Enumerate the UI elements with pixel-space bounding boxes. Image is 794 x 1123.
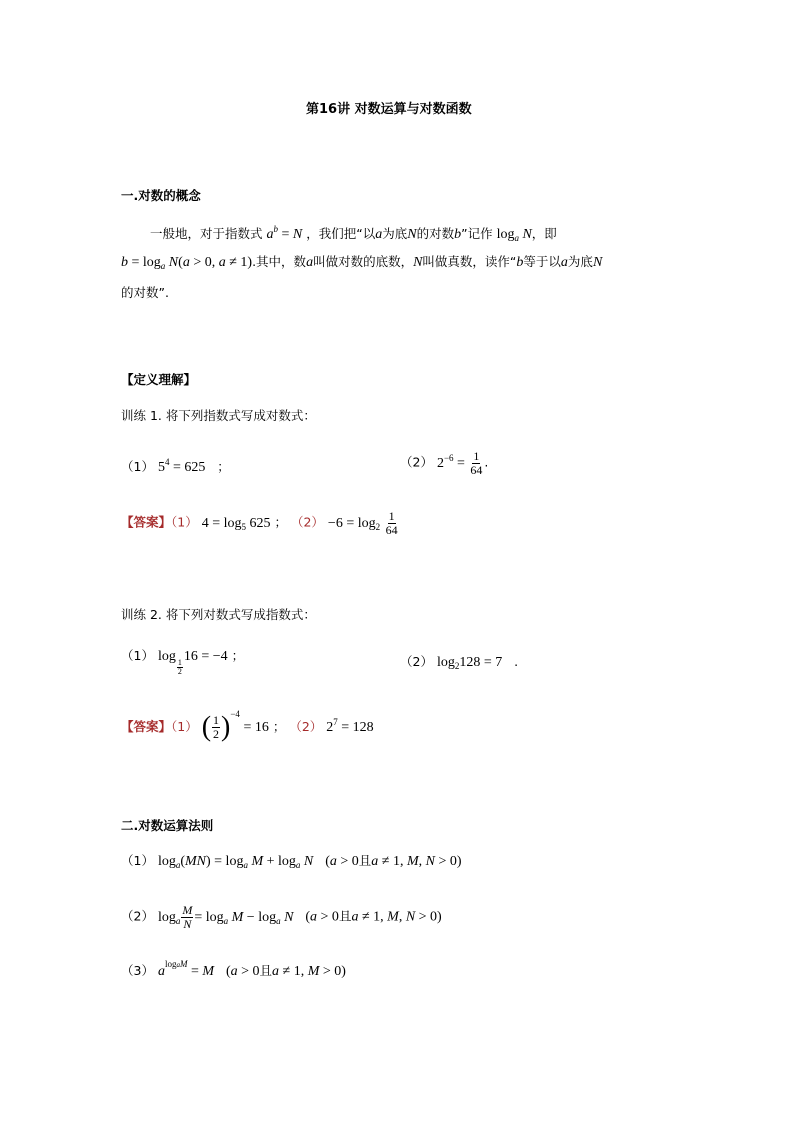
definition-heading: 【定义理解】 bbox=[121, 372, 197, 387]
training-2-answer: 【答案】（1） ( $\frac{1}{2}$ )$^{-4}$ = 16 ； （2） $2^7 = 128$ bbox=[121, 709, 374, 743]
answer-tag: 【答案】 bbox=[121, 719, 172, 734]
rule-2: （2） $\log_a$ $\frac{M}{N}$ = $\log_a M - \log_a N$ (a > 0且a ≠ 1, M, N > 0) bbox=[121, 903, 442, 931]
training-2-item-1: （1） log $_{\frac{1}{2}}$ 16 = −4 ； bbox=[121, 648, 245, 677]
section-heading-2: 二.对数运算法则 bbox=[121, 818, 214, 833]
rule-1: （1） $\log_a(MN) = \log_a M + \log_a N$ (a > 0且a ≠ 1, M, N > 0) bbox=[121, 853, 462, 870]
training-1-label: 训练 1. 将下列指数式写成对数式： bbox=[121, 408, 316, 423]
page-title: 第16讲 对数运算与对数函数 bbox=[306, 102, 472, 117]
paragraph-line-2: $b = \log_a N(a > 0$, a ≠ 1).其中，数a叫做对数的底数，N叫做真数，读作“b等于以a为底N bbox=[121, 254, 603, 271]
training-1-item-2: （2） $2^{-6}$ = $\frac{1}{64}$ . bbox=[400, 449, 489, 477]
answer-tag: 【答案】 bbox=[121, 514, 172, 530]
paragraph-line-1: 一般地，对于指数式 $a^b = N$ ，我们把“以a为底N的对数b”记作 $\log_a N$，即 bbox=[150, 224, 557, 243]
training-1-answer: 【答案】（1） $4 = \log_5 625$ ； $(2) -6 = \log_2$ $\frac{1}{64}$ bbox=[121, 509, 398, 537]
training-2-item-2: （2） $\log_2128 = 7$ . bbox=[400, 654, 519, 671]
section-heading-1: 一.对数的概念 bbox=[121, 188, 201, 203]
training-2-label: 训练 2. 将下列对数式写成指数式： bbox=[121, 607, 316, 622]
rule-3: （3） $a^{logaM} = M$ (a > 0且a ≠ 1, M > 0) bbox=[121, 959, 346, 979]
paragraph-line-3: 的对数”. bbox=[121, 285, 169, 300]
training-1-item-1: （1） $5^4 = 625$ ； bbox=[121, 457, 230, 475]
